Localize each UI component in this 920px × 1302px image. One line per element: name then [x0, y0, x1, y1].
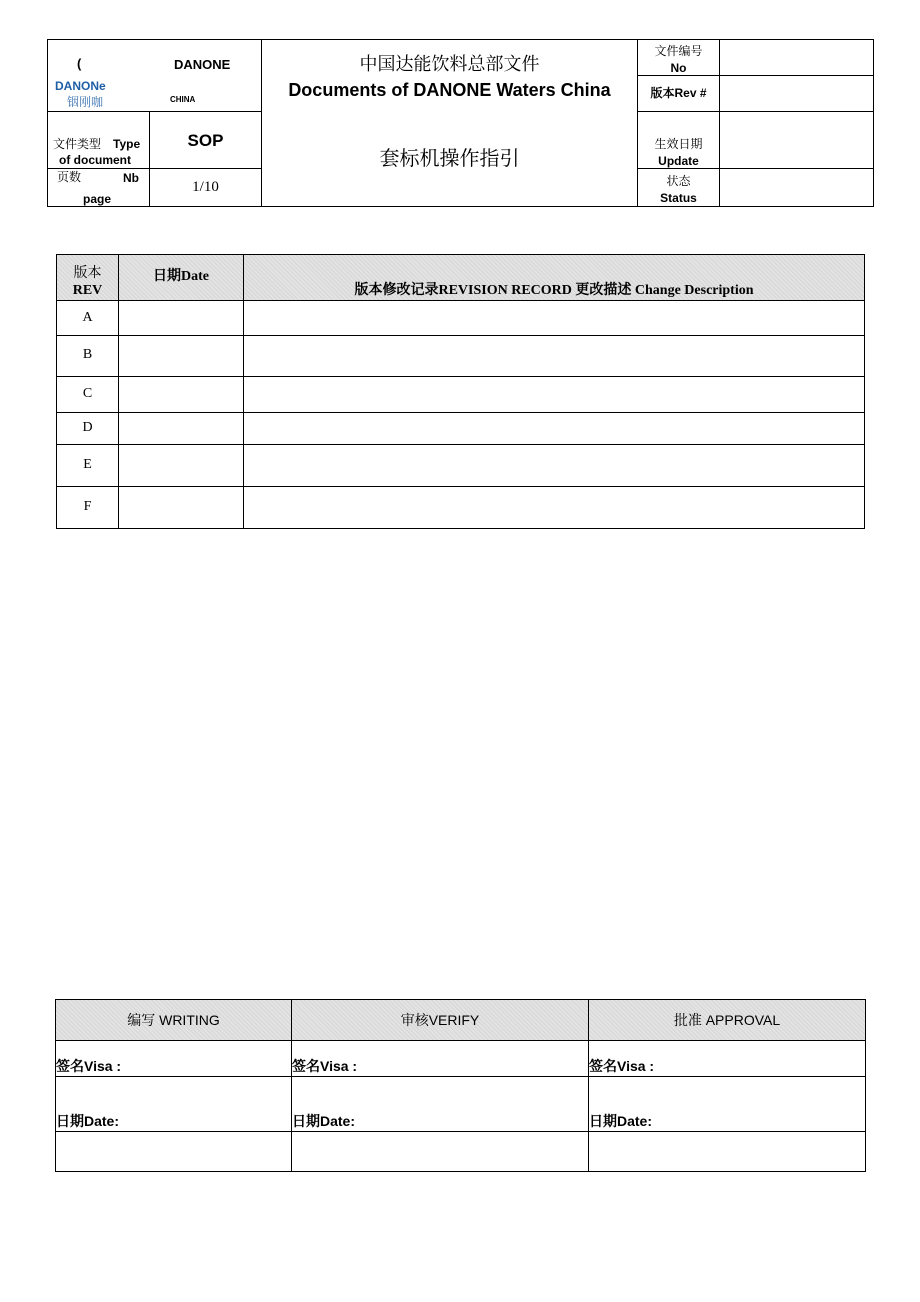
- divider: [47, 111, 261, 112]
- logo-brand-blue: DANONe: [55, 79, 106, 93]
- divider: [55, 1076, 866, 1077]
- date-col-header: 日期Date: [153, 269, 209, 284]
- doc-no-label-cn: 文件编号: [654, 44, 703, 58]
- divider: [637, 168, 874, 169]
- type-label-en1: Type: [113, 137, 141, 151]
- approval-visa-label: 签名Visa :: [589, 1058, 655, 1074]
- desc-col-header: 版本修改记录REVISION RECORD 更改描述 Change Description: [354, 283, 754, 298]
- divider: [55, 1040, 866, 1041]
- update-label-en: Update: [658, 154, 699, 168]
- divider: [118, 254, 119, 529]
- divider: [56, 486, 865, 487]
- approval-header: 批准 APPROVAL: [673, 1012, 781, 1028]
- page-label-cn: 页数: [57, 170, 82, 184]
- doc-title: 套标机操作指引: [379, 148, 520, 170]
- divider: [56, 376, 865, 377]
- table-row-rev: B: [82, 347, 93, 362]
- rev-label: 版本Rev #: [650, 86, 707, 100]
- verify-visa-label: 签名Visa :: [292, 1058, 358, 1074]
- divider: [55, 1131, 866, 1132]
- table-row-rev: E: [83, 457, 92, 472]
- logo-brand-top: DANONE: [174, 57, 231, 72]
- page-label-en1: Nb: [123, 171, 139, 185]
- divider: [637, 111, 874, 112]
- type-label-cn: 文件类型: [53, 137, 102, 151]
- divider: [56, 335, 865, 336]
- approval-date-label: 日期Date:: [589, 1113, 653, 1129]
- writing-date-label: 日期Date:: [56, 1113, 120, 1129]
- divider: [47, 168, 261, 169]
- writing-visa-label: 签名Visa :: [56, 1058, 122, 1074]
- status-label-en: Status: [660, 191, 697, 205]
- table-row-rev: F: [83, 499, 92, 514]
- page-label-en2: page: [83, 192, 112, 206]
- table-row-rev: A: [82, 310, 93, 325]
- type-value: SOP: [187, 131, 224, 150]
- page-value: 1/10: [192, 179, 219, 195]
- divider: [56, 412, 865, 413]
- status-label-cn: 状态: [666, 174, 691, 188]
- type-label-en2: of document: [59, 153, 131, 167]
- rev-col-header-cn: 版本: [73, 264, 102, 280]
- divider: [719, 39, 720, 207]
- rev-col-header-en: REV: [72, 283, 103, 298]
- divider: [56, 300, 865, 301]
- doc-no-label-en: No: [670, 61, 687, 75]
- table-row-rev: C: [82, 386, 93, 401]
- divider: [637, 75, 874, 76]
- table-row-rev: D: [82, 420, 93, 435]
- verify-date-label: 日期Date:: [292, 1113, 356, 1129]
- writing-header: 编写 WRITING: [127, 1012, 220, 1028]
- divider: [56, 444, 865, 445]
- logo-paren: (: [77, 56, 82, 71]
- header-title-en: Documents of DANONE Waters China: [288, 80, 611, 100]
- verify-header: 审核VERIFY: [400, 1012, 480, 1028]
- update-label-cn: 生效日期: [654, 137, 703, 151]
- logo-brand-sub: CHINA: [170, 95, 196, 104]
- logo-brand-cn: 铟刚咖: [67, 95, 104, 109]
- header-title-cn: 中国达能饮料总部文件: [359, 54, 540, 74]
